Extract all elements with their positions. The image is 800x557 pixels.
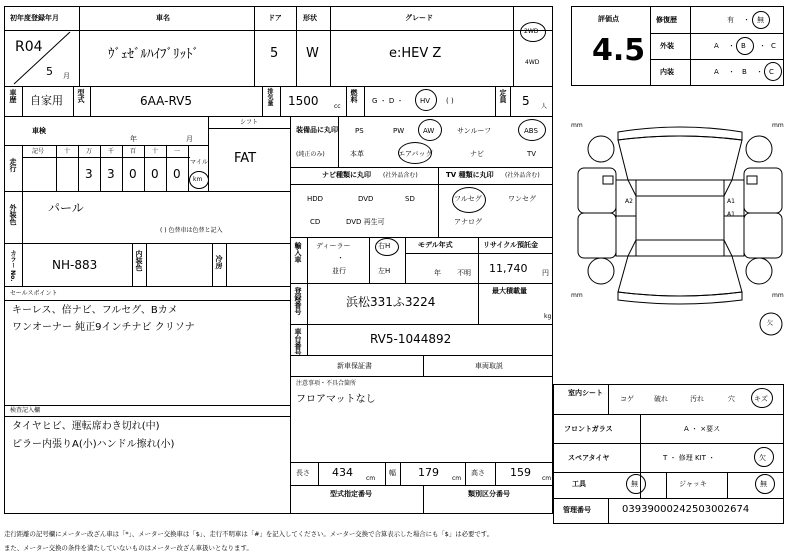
divider xyxy=(666,472,667,498)
jack-value: 無 xyxy=(760,480,767,488)
divider xyxy=(78,145,79,191)
exterior-grade-dot1: ・ xyxy=(728,42,735,50)
score-label: 評価点 xyxy=(598,15,619,23)
mm-mark: mm xyxy=(571,122,583,129)
import-parallel: 並行 xyxy=(332,267,346,275)
navi-dvd: DVD xyxy=(358,195,374,203)
navi-sub: (社外品含む) xyxy=(383,172,418,179)
divider xyxy=(553,443,784,444)
mgmt-label: 管理番号 xyxy=(563,506,591,514)
interior-color-label: 内装色 xyxy=(135,250,143,271)
equip-aw: AW xyxy=(423,127,435,135)
divider xyxy=(166,145,167,191)
equip-airbag: エアバッグ xyxy=(398,150,433,158)
capacity-value: 5 xyxy=(522,94,530,108)
navi-dvd-play: DVD 再生可 xyxy=(346,218,385,226)
max-load-unit: kg xyxy=(544,313,552,320)
spare-tire-label: スペアタイヤ xyxy=(568,454,610,462)
divider xyxy=(262,86,263,116)
door-label: ドア xyxy=(268,14,282,22)
model-label: 型式 xyxy=(77,89,85,103)
inspector-label: 検査記入欄 xyxy=(10,407,41,414)
divider xyxy=(318,462,319,485)
divider xyxy=(290,237,553,238)
tools-label: 工具 xyxy=(572,480,586,488)
tv-fullseg: フルセグ xyxy=(454,195,482,203)
grade-value: e:HEV Z xyxy=(389,46,442,61)
mileage-digit-label: 万 xyxy=(86,148,93,155)
interior-grade-a: A xyxy=(714,68,719,76)
type-designation-label: 型式指定番号 xyxy=(330,490,372,498)
damage-mark-a1: A1 xyxy=(727,211,735,218)
mileage-digit: 0 xyxy=(151,167,159,181)
fuel-selected: HV xyxy=(420,97,431,105)
color-no-label: カラー No. xyxy=(9,250,16,282)
mileage-digit: 3 xyxy=(85,167,93,181)
width-value: 179 xyxy=(418,466,439,479)
interior-grade-dot2: ・ xyxy=(756,68,763,76)
notes-value: フロアマットなし xyxy=(296,394,376,405)
inspector-line2: ピラー内張りA(小)ハンドル擦れ(小) xyxy=(12,439,175,450)
divider xyxy=(307,283,308,355)
recycle-unit: 円 xyxy=(542,269,549,277)
divider xyxy=(438,167,439,237)
car-name-label: 車名 xyxy=(156,14,170,22)
seat-opt-kizu: キズ xyxy=(754,395,768,403)
model-year-label: モデル年式 xyxy=(418,241,453,249)
recycle-label: リサイクル預託金 xyxy=(483,241,539,249)
mileage-digit-label: 一 xyxy=(174,148,181,155)
divider xyxy=(727,472,728,498)
seat-label: 室内シート xyxy=(568,389,603,397)
divider xyxy=(22,191,23,286)
import-label: 輸入車 xyxy=(294,242,302,263)
divider xyxy=(369,237,370,283)
inspector-line1: タイヤヒビ、運転席わき切れ(中) xyxy=(12,421,160,432)
inspection-label: 車検 xyxy=(32,127,46,135)
navi-label: ナビ種類に丸印 xyxy=(322,171,371,179)
footer-line2: また、メーター交換の条件を満たしていないものはメーター改ざん車扱いとなります。 xyxy=(4,544,253,552)
fuel-paren: ( ) xyxy=(446,97,454,105)
import-dot: ・ xyxy=(337,254,344,262)
mgmt-value: 03939000242503002674 xyxy=(622,504,750,515)
divider xyxy=(212,243,213,286)
score-value: 4.5 xyxy=(592,33,646,68)
shift-label: シフト xyxy=(240,119,259,126)
reg-month-value: 5 xyxy=(46,65,53,78)
max-load-label: 最大積載量 xyxy=(492,287,527,295)
width-unit: cm xyxy=(452,475,462,482)
equipment-label: 装備品に丸印 xyxy=(296,126,338,134)
drive-4wd: 4WD xyxy=(525,59,540,66)
divider xyxy=(22,86,23,116)
ext-color-label: 外装色 xyxy=(9,204,17,225)
spare-tire-selected: 欠 xyxy=(759,454,766,462)
missing-mark: 欠 xyxy=(767,320,774,327)
spare-tire-value: T ・ 修理 KIT ・ xyxy=(663,454,716,462)
divider xyxy=(56,145,57,191)
divider xyxy=(338,116,339,167)
reg-month-unit: 月 xyxy=(63,72,70,80)
interior-grade-b: B xyxy=(742,68,747,76)
divider xyxy=(553,414,784,415)
grade-label: グレード xyxy=(405,14,433,22)
shape-value: W xyxy=(306,46,319,61)
equip-leather: 本革 xyxy=(350,150,364,158)
interior-grade-dot1: ・ xyxy=(728,68,735,76)
divider xyxy=(608,498,609,524)
mileage-digit-label: 百 xyxy=(130,148,137,155)
divider xyxy=(4,405,290,406)
mm-mark: mm xyxy=(772,292,784,299)
inspection-month-unit: 月 xyxy=(186,135,193,143)
exterior-grade-b: B xyxy=(741,42,746,50)
divider xyxy=(423,485,424,514)
divider xyxy=(690,6,691,86)
exterior-grade-c: C xyxy=(771,42,776,50)
model-value: 6AA-RV5 xyxy=(140,94,192,108)
divider xyxy=(290,283,553,284)
divider xyxy=(290,167,553,168)
divider xyxy=(144,145,145,191)
damage-mark-a2: A2 xyxy=(625,198,633,205)
tv-analog: アナログ xyxy=(454,218,482,226)
divider xyxy=(4,191,290,192)
km-label: km xyxy=(193,176,203,183)
divider xyxy=(495,86,496,116)
divider xyxy=(22,157,190,158)
windshield-value: A ・ ×要ス xyxy=(684,425,721,433)
length-label: 長さ xyxy=(296,469,310,477)
mileage-sign-label: 記号 xyxy=(32,148,45,155)
chassis-value: RV5-1044892 xyxy=(370,332,452,346)
capacity-label: 定員 xyxy=(499,89,507,103)
registration-label: 登録番号 xyxy=(294,287,302,315)
warranty-new-car: 新車保証書 xyxy=(337,362,372,370)
divider xyxy=(90,86,91,116)
divider xyxy=(495,462,496,485)
divider xyxy=(290,485,553,486)
divider xyxy=(4,145,208,146)
tv-oneseg: ワンセグ xyxy=(508,195,536,203)
repair-opt-none: 無 xyxy=(757,16,764,24)
tv-label: TV 種類に丸印 xyxy=(446,171,494,179)
repair-label: 修復歴 xyxy=(656,16,677,24)
divider xyxy=(188,145,189,191)
seat-opt-ana: 穴 xyxy=(728,395,735,403)
repair-opt-dot: ・ xyxy=(743,16,750,24)
exterior-grade-label: 外装 xyxy=(660,42,674,50)
divider xyxy=(650,33,784,34)
reg-year-label: 初年度登録年月 xyxy=(10,14,59,22)
mileage-digit-label: 千 xyxy=(108,148,115,155)
equip-pw: PW xyxy=(393,127,405,135)
windshield-label: フロントガラス xyxy=(564,425,613,433)
usage-label: 車歴 xyxy=(9,89,17,103)
height-unit: cm xyxy=(542,475,552,482)
divider xyxy=(146,243,147,286)
fuel-label: 燃料 xyxy=(350,89,358,103)
divider xyxy=(423,355,424,376)
divider xyxy=(226,243,227,286)
divider xyxy=(100,145,101,191)
divider xyxy=(290,184,553,185)
height-value: 159 xyxy=(510,466,531,479)
height-label: 高さ xyxy=(471,469,485,477)
divider xyxy=(364,86,365,116)
fuel-options: G ・ D ・ xyxy=(372,97,404,105)
divider xyxy=(400,462,401,485)
mm-mark: mm xyxy=(772,122,784,129)
divider xyxy=(4,116,553,117)
shape-label: 形状 xyxy=(303,14,317,22)
divider xyxy=(405,237,406,283)
usage-value: 自家用 xyxy=(30,94,63,107)
reg-year-value: R04 xyxy=(15,39,43,55)
mileage-digit: 0 xyxy=(129,167,137,181)
divider xyxy=(208,128,290,129)
mileage-digit-label: 十 xyxy=(152,148,159,155)
seat-opt-yogore: 汚れ xyxy=(690,395,704,403)
divider xyxy=(510,86,511,116)
ext-color-value: パール xyxy=(48,201,84,215)
model-year-unit: 年 xyxy=(434,269,441,277)
equip-abs: ABS xyxy=(524,127,538,135)
notes-label: 注意事項・不具合箇所 xyxy=(296,380,357,387)
divider xyxy=(132,243,133,286)
equip-ps: PS xyxy=(355,127,364,135)
navi-sd: SD xyxy=(405,195,415,203)
divider xyxy=(290,116,291,514)
divider xyxy=(290,376,553,377)
exterior-grade-a: A xyxy=(714,42,719,50)
interior-grade-c: C xyxy=(769,68,774,76)
mile-label: マイル xyxy=(190,159,208,166)
divider xyxy=(4,286,290,287)
registration-value: 浜松331ふ3224 xyxy=(346,295,436,309)
import-left: 左H xyxy=(378,267,391,275)
drive-2wd: 2WD xyxy=(524,28,539,35)
import-right: 右H xyxy=(378,242,391,250)
model-year-value: 不明 xyxy=(457,269,471,277)
sales-point-line2: ワンオーナー 純正9インチナビ クリソナ xyxy=(12,322,195,333)
divider xyxy=(650,6,651,86)
width-label: 幅 xyxy=(389,469,396,477)
class-label: 類別区分番号 xyxy=(468,490,510,498)
footer-line1: 走行距離の記号欄にメーター改ざん車は「*」、メーター交換車は「$」、走行不明車は「#」を記入してください。メーター交換で合算表示した場合にも「$」は必要です。 xyxy=(4,530,494,538)
divider xyxy=(608,384,609,414)
mileage-label: 走行 xyxy=(9,158,17,172)
divider xyxy=(4,300,290,301)
displacement-value: 1500 xyxy=(288,94,319,108)
equip-tv: TV xyxy=(527,150,537,158)
car-name-value: ｳﾞｪｾﾞﾙﾊｲﾌﾞﾘｯﾄﾞ xyxy=(108,47,199,62)
seat-opt-yabure: 破れ xyxy=(654,395,668,403)
sales-point-line1: キーレス、倍ナビ、フルセグ、Bカメ xyxy=(12,305,178,316)
divider xyxy=(4,243,290,244)
exterior-grade-dot2: ・ xyxy=(759,42,766,50)
mileage-digit: 3 xyxy=(107,167,115,181)
divider xyxy=(290,462,553,463)
tools-value: 無 xyxy=(631,480,638,488)
interior-grade-label: 内装 xyxy=(660,68,674,76)
jack-label: ジャッキ xyxy=(679,480,707,488)
ac-label: 冷房 xyxy=(215,255,223,269)
divider xyxy=(553,498,784,499)
divider xyxy=(280,86,281,116)
recycle-value: 11,740 xyxy=(489,262,528,275)
repair-opt-yes: 有 xyxy=(727,16,734,24)
divider xyxy=(307,237,308,283)
mm-mark: mm xyxy=(571,292,583,299)
divider xyxy=(650,59,784,60)
length-value: 434 xyxy=(332,466,353,479)
seat-opt-koge: コゲ xyxy=(620,395,634,403)
door-value: 5 xyxy=(270,46,279,61)
tv-sub: (社外品含む) xyxy=(505,172,540,179)
warranty-manual: 車両取説 xyxy=(475,362,503,370)
mileage-digit: 0 xyxy=(173,167,181,181)
divider xyxy=(4,416,290,417)
sales-point-label: セールスポイント xyxy=(10,290,58,297)
divider xyxy=(465,462,466,485)
divider xyxy=(73,86,74,116)
equip-sunroof: サンルーフ xyxy=(457,127,492,135)
import-dealer: ディーラー xyxy=(316,242,351,250)
divider xyxy=(478,283,479,324)
mileage-digit-label: 十 xyxy=(64,148,71,155)
divider xyxy=(478,237,479,283)
divider xyxy=(290,355,553,356)
capacity-unit: 人 xyxy=(541,103,548,110)
length-unit: cm xyxy=(366,475,376,482)
shift-value: FAT xyxy=(234,151,257,166)
color-no-value: NH-883 xyxy=(52,258,98,272)
equip-navi: ナビ xyxy=(470,150,484,158)
divider xyxy=(553,472,784,473)
navi-cd: CD xyxy=(310,218,321,226)
displacement-label: 排気量 xyxy=(266,88,273,106)
divider xyxy=(405,253,553,254)
divider xyxy=(290,324,553,325)
divider xyxy=(22,145,23,191)
ext-color-note: ( ) 色替車は色替と記入 xyxy=(160,227,223,234)
displacement-unit: cc xyxy=(334,103,341,110)
chassis-label: 車台番号 xyxy=(294,328,302,356)
divider xyxy=(122,145,123,191)
equipment-sub-label: (純正のみ) xyxy=(296,151,325,158)
divider xyxy=(346,86,347,116)
inspection-year-unit: 年 xyxy=(130,135,137,143)
divider xyxy=(385,462,386,485)
navi-hdd: HDD xyxy=(307,195,324,203)
damage-mark-a1: A1 xyxy=(727,198,735,205)
